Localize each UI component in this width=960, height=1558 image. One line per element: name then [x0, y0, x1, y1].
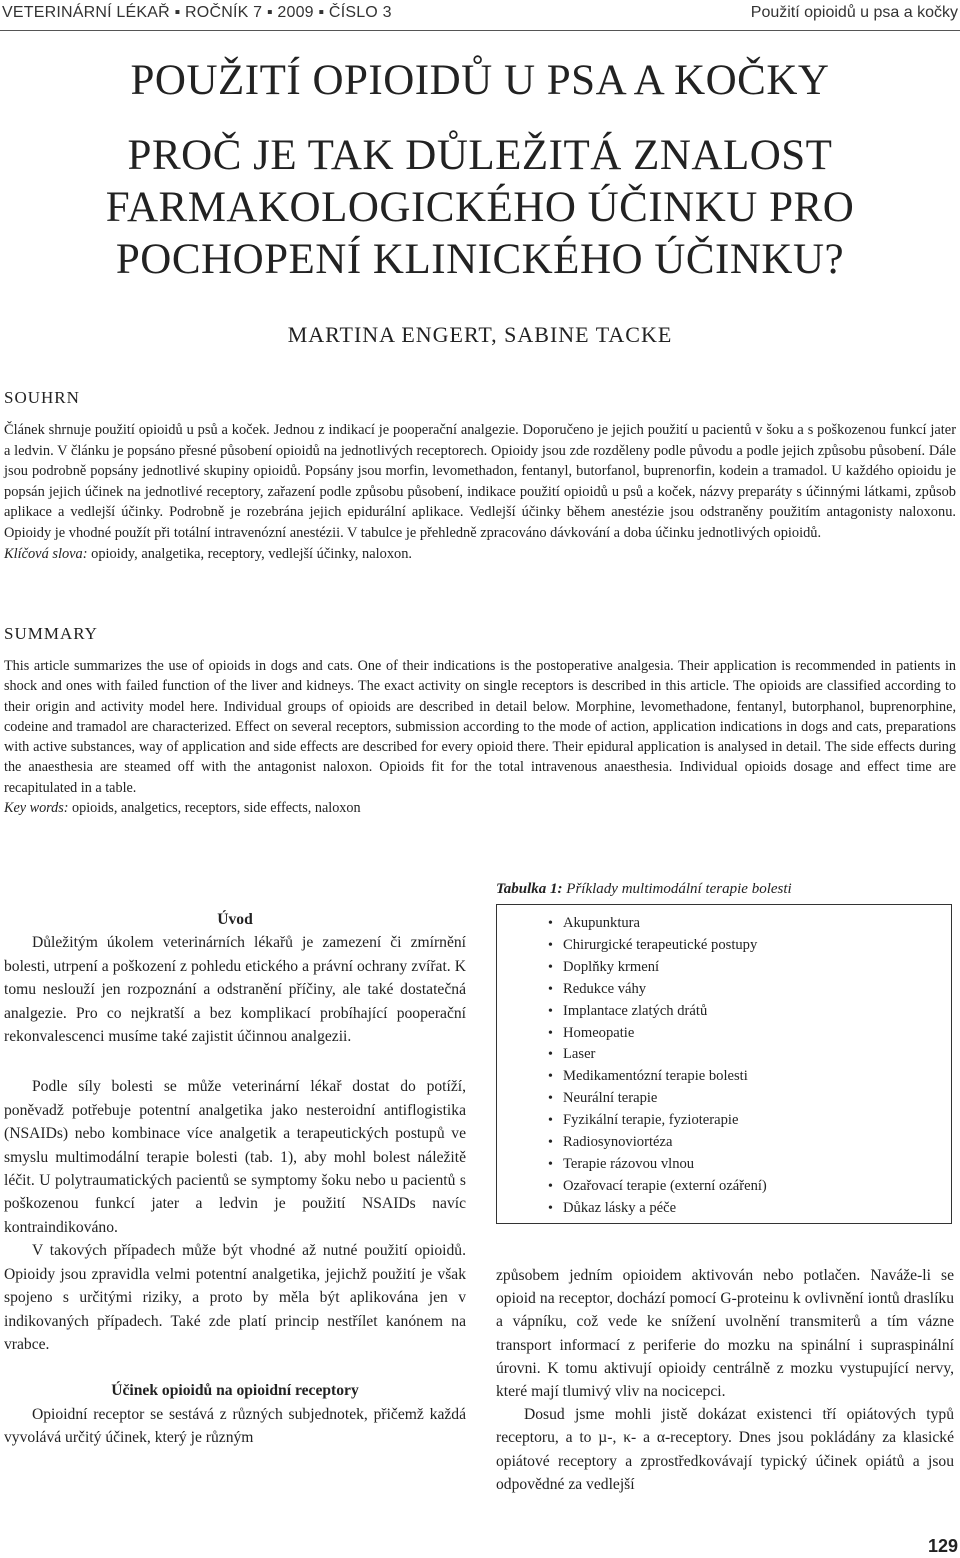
list-item: • Terapie rázovou vlnou: [563, 1154, 951, 1176]
article-subtitle: [0, 130, 960, 286]
bullet-icon: •: [548, 1047, 553, 1063]
list-item: • Akupunktura: [563, 913, 951, 935]
summary-text: This article summarizes the use of opioids in dogs and cats. One of their indications is the postoperative analgesia. Their application is recommended in patients in shock and ones with failed function of the liver and kidneys. The exact activity on single receptors is described in this article. The opioids are classified according to their origin and activity model here. Individual groups of opioids are described in detail below. Morphine, levomethadone, fentanyl, butorphanol, buprenorphine, codeine and tramadol are characterized. Effect on several receptors, submission according to the mode of action, application indications in dogs and cats, preparations with active substances, way of application and side effects are described for every opioid there. Their epidural application is analysed in detail. The side effects during the anaesthesia are steamed off with the antagonist naloxon. Opioids fit for the total intravenous anaesthesia. Individual opioids dosage and effect time are recapitulated in a table.: [4, 658, 956, 796]
authors: MARTINA ENGERT, SABINE TACKE: [287, 322, 673, 347]
table-caption-text: Příklady multimodální terapie bolesti: [562, 881, 792, 897]
souhrn-abstract: [4, 420, 956, 564]
list-item: • Chirurgické terapeutické postupy: [563, 935, 951, 957]
paragraph: Podle síly bolesti se může veterinární lékař dostat do potíží, poněvadž potřebuje potentní analgetika jako nesteroidní antiflogistika (NSAIDs) nebo kombinace více analgetik a terapeutických postupů ve smyslu multimodální terapie bolesti (tab. 1), aby mohl bolest náležitě léčit. U polytraumatických pacientů se symptomy šoku nebo u pacientů s poškozenou funkcí jater a ledvin je použití NSAIDs navíc kontraindikováno.: [4, 1078, 466, 1236]
subtitle-line-1: PROČ JE TAK DŮLEŽITÁ ZNALOST: [127, 132, 833, 179]
list-item: • Redukce váhy: [563, 979, 951, 1001]
list-item: • Medikamentózní terapie bolesti: [563, 1066, 951, 1088]
page-number: 129: [927, 1536, 958, 1556]
subtitle-line-3: POCHOPENÍ KLINICKÉHO ÚČINKU?: [115, 236, 845, 283]
paragraph: způsobem jedním opioidem aktivován nebo potlačen. Naváže-li se opioid na receptor, dochází pomocí G-proteinu k ovlivnění iontů draslíku a vápníku, což vede ke snížení uvolnění transmiterů a tím vázne transport informací z periferie do mozku na spinální i supraspinální úrovni. K tomu aktivují opioidy centrálně z mozku vystupující nervy, které mají tlumivý vliv na nocicepci.: [496, 1267, 954, 1401]
paragraph: Dosud jsme mohli jistě dokázat existenci tří opiátových typů receptoru, a to µ-, κ- a α-receptory. Dnes jsou pokládány za klasické opiátové receptory a zprostředkovávají typický účinek opiátů a jsou odpovědné za vedlejší: [496, 1406, 954, 1493]
paragraph: Opioidní receptor se sestává z různých subjednotek, přičemž každá vyvolává určitý účinek, který je různým: [4, 1405, 466, 1447]
bullet-icon: •: [548, 1200, 553, 1216]
bullet-icon: •: [548, 1003, 553, 1019]
table-list: [497, 905, 951, 1220]
uvod-heading: Úvod: [217, 911, 253, 928]
souhrn-heading: SOUHRN: [4, 388, 80, 407]
souhrn-keywords: opioidy, analgetika, receptory, vedlejší účinky, naloxon.: [87, 545, 413, 562]
souhrn-keywords-label: Klíčová slova:: [4, 545, 88, 562]
bullet-icon: •: [548, 981, 553, 997]
bullet-icon: •: [548, 1113, 553, 1129]
list-item: • Radiosynoviortéza: [563, 1132, 951, 1154]
summary-heading: SUMMARY: [4, 624, 98, 643]
bullet-icon: •: [548, 1135, 553, 1151]
list-item: • Ozařovací terapie (externí ozáření): [563, 1176, 951, 1198]
list-item: • Homeopatie: [563, 1023, 951, 1045]
paragraph: V takových případech může být vhodné až nutné použití opioidů. Opioidy jsou zpravidla velmi potentní analgetika, jejichž použití je však spojeno s určitými riziky, a proto by měla být aplikována jen v indikovaných případech. Také zde platí princip nestřílet kanónem na vrabce.: [4, 1242, 466, 1353]
header-rule: [0, 30, 960, 31]
paragraph: Důležitým úkolem veterinárních lékařů je zamezení či zmírnění bolesti, utrpení a poškození z pohledu etického a právní ochrany zvířat. K tomu neslouží jen rozpoznání a odstranění příčiny, ale také dostatečná analgezie. Pro co nejkratší a bez komplikací probíhající pooperační rekonvalescenci musíme také zajistit účinnou analgezii.: [4, 934, 466, 1046]
table-caption: [496, 881, 792, 898]
article-title: POUŽITÍ OPIOIDŮ U PSA A KOČKY: [130, 57, 830, 104]
list-item: • Neurální terapie: [563, 1088, 951, 1110]
bullet-icon: •: [548, 1156, 553, 1172]
summary-keywords-label: Key words:: [4, 800, 69, 817]
bullet-icon: •: [548, 1025, 553, 1041]
table-label: Tabulka 1:: [496, 881, 563, 897]
bullet-icon: •: [548, 937, 553, 953]
list-item: • Doplňky krmení: [563, 957, 951, 979]
left-column: [4, 908, 466, 1450]
souhrn-text: Článek shrnuje použití opioidů u psů a koček. Jednou z indikací je pooperační analgezie. Doporučeno je jejich použití u pacientů v šoku a s poškozenou funkcí jater a ledvin. V článku je popsáno přesné působení opioidů na jednotlivých receptorech. Opioidy jsou zde rozděleny podle původu a podle jejich způsobu působení. Dále jsou podrobně popsány jednotlivé skupiny opioidů. Popsány jsou morfin, levomethadon, fentanyl, butorfanol, buprenorfin, kodein a tramadol. U každého opioidu je popsán jejich účinek na jednotlivé receptory, zařazení podle způsobu působení, indikace použití opioidů u psů a koček, názvy preparáty s účinnými látkami, způsob aplikace a vedlejší účinky. Podrobně je rozebrána jejich epidurální aplikace. Vedlejší účinky během anestézie jsou odstraněny použitím antagonisty naloxonu. Opioidy je vhodné použít při totální intravenózní anestézii. V tabulce je přehledně zpracováno dávkování a doba účinku jednotlivých opioidů.: [4, 422, 956, 541]
bullet-icon: •: [548, 1178, 553, 1194]
running-header: [0, 4, 960, 26]
list-item: • Fyzikální terapie, fyzioterapie: [563, 1110, 951, 1132]
bullet-icon: •: [548, 1091, 553, 1107]
bullet-icon: •: [548, 959, 553, 975]
table-1: [496, 904, 952, 1224]
right-column: [496, 1264, 954, 1496]
list-item: • Laser: [563, 1044, 951, 1066]
list-item: • Důkaz lásky a péče: [563, 1198, 951, 1220]
journal-info: VETERINÁRNÍ LÉKAŘ ▪ ROČNÍK 7 ▪ 2009 ▪ ČÍSLO 3: [2, 4, 392, 21]
bullet-icon: •: [548, 916, 553, 931]
running-title: Použití opioidů u psa a kočky: [750, 4, 958, 21]
subtitle-line-2: FARMAKOLOGICKÉHO ÚČINKU PRO: [105, 184, 855, 231]
summary-keywords: opioids, analgetics, receptors, side effects, naloxon: [68, 800, 361, 817]
summary-abstract: [4, 656, 956, 818]
list-item: • Implantace zlatých drátů: [563, 1001, 951, 1023]
bullet-icon: •: [548, 1069, 553, 1085]
section-heading: Účinek opioidů na opioidní receptory: [111, 1382, 359, 1400]
